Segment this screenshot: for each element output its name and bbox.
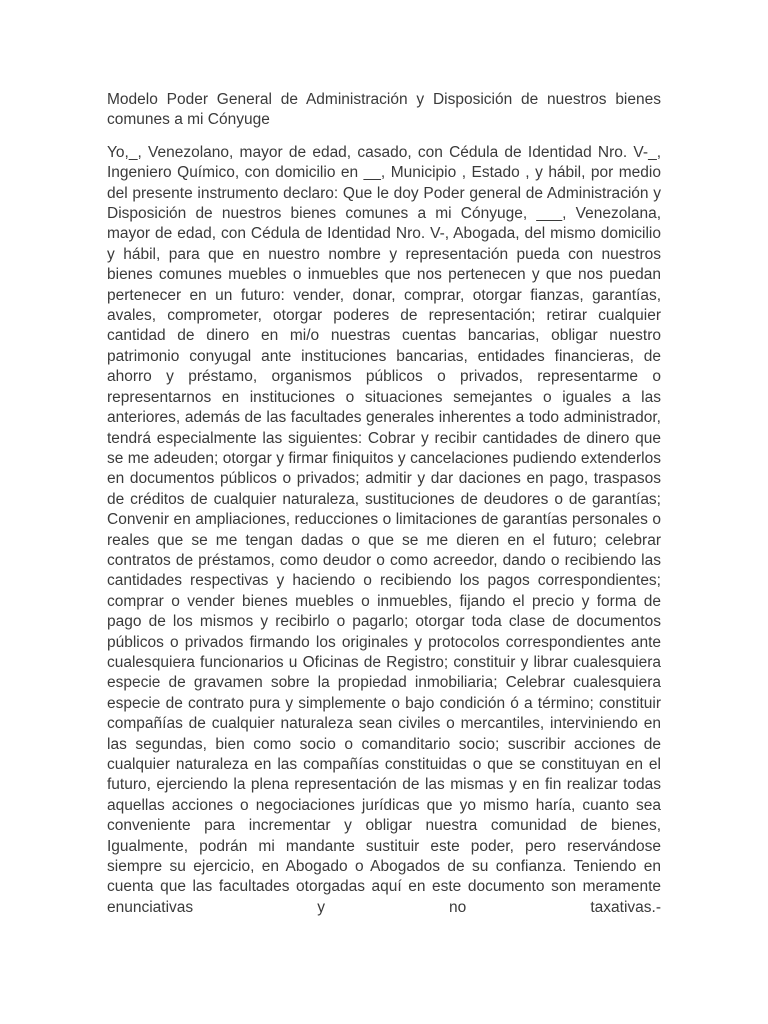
- document-body: Yo,_, Venezolano, mayor de edad, casado, con Cédula de Identidad Nro. V-_, Ingeniero Químico, con domicilio en __, Municipio , Estado , y hábil, por medio del presente instrumento declaro: Que le doy Poder general de Administración y Disposición de nuestros bienes comunes a mi Cónyuge, ___, Venezolana, mayor de edad, con Cédula de Identidad Nro. V-, Abogada, del mismo domicilio y hábil, para que en nuestro nombre y representación pueda con nuestros bienes comunes muebles o inmuebles que nos pertenecen y que nos puedan pertenecer en un futuro: vender, donar, comprar, otorgar fianzas, garantías, avales, comprometer, otorgar poderes de representación; retirar cualquier cantidad de dinero en mi/o nuestras cuentas bancarias, obligar nuestro patrimonio conyugal ante instituciones bancarias, entidades financieras, de ahorro y préstamo, organismos públicos o privados, representarme o representarnos en instituciones o situaciones semejantes o iguales a las anteriores, además de las facultades generales inherentes a todo administrador, tendrá especialmente las siguientes: Cobrar y recibir cantidades de dinero que se me adeuden; otorgar y firmar finiquitos y cancelaciones pudiendo extenderlos en documentos públicos o privados; admitir y dar daciones en pago, traspasos de créditos de cualquier naturaleza, sustituciones de deudores o de garantías; Convenir en ampliaciones, reducciones o limitaciones de garantías personales o reales que se me tengan dadas o que se me dieren en el futuro; celebrar contratos de préstamos, como deudor o como acreedor, dando o recibiendo las cantidades respectivas y haciendo o recibiendo los pagos correspondientes; comprar o vender bienes muebles o inmuebles, fijando el precio y forma de pago de los mismos y recibirlo o pagarlo; otorgar toda clase de documentos públicos o privados firmando los originales y protocolos correspondientes ante cualesquiera funcionarios u Oficinas de Registro; constituir y librar cualesquiera especie de gravamen sobre la propiedad inmobiliaria; Celebrar cualesquiera especie de contrato pura y simplemente o bajo condición ó a término; constituir compañías de cualquier naturaleza sean civiles o mercantiles, interviniendo en las segundas, bien como socio o comanditario socio; suscribir acciones de cualquier naturaleza en las compañías constituidas o que se constituyan en el futuro, ejerciendo la plena representación de las mismas y en fin realizar todas aquellas acciones o negociaciones jurídicas que yo mismo haría, cuanto sea conveniente para incrementar y obligar nuestra comunidad de bienes, Igualmente, podrán mi mandante sustituir este poder, pero reservándose siempre su ejercicio, en Abogado o Abogados de su confianza. Teniendo en cuenta que las facultades otorgadas aquí en este documento son meramente enunciativas y no taxativas.-: [107, 143, 661, 916]
- document-content: [107, 90, 661, 918]
- document-title: Modelo Poder General de Administración y Disposición de nuestros bienes comunes a mi Cónyuge: [107, 91, 661, 129]
